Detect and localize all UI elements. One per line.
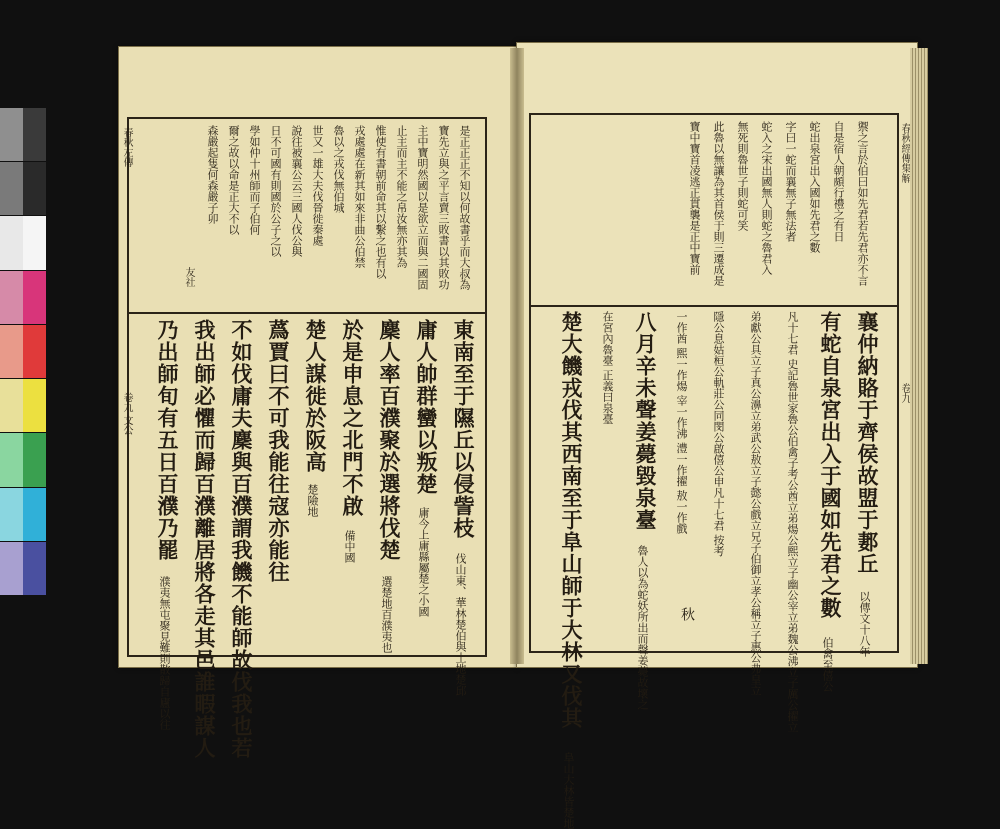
book-gutter xyxy=(510,48,524,664)
main-text-column: 庸人帥群蠻以叛楚 xyxy=(414,319,439,495)
right-page-divider xyxy=(529,305,899,307)
left-page-divider xyxy=(127,312,487,314)
left-margin-volume: 卷九 文公 xyxy=(121,392,132,436)
main-text-column: 襄仲納賂于齊侯故盟于郪丘 xyxy=(855,311,880,575)
note-line: 無死則魯世子則蛇可笑 xyxy=(736,121,749,231)
color-swatch xyxy=(23,216,46,269)
right-page xyxy=(516,42,918,829)
note-line: 戎處處在新其如來非曲公伯禁 xyxy=(353,125,366,268)
color-swatch xyxy=(0,108,23,161)
note-line: 蛇出泉宮出入國如先君之數 xyxy=(808,121,821,253)
note-line: 爾之故以命是正大不以 xyxy=(227,125,240,235)
main-text-column: 麇人率百濮聚於選將伐楚 xyxy=(377,319,402,561)
note-line: 日不可國有則國於公子之以 xyxy=(269,125,282,257)
color-swatch xyxy=(0,488,23,541)
color-swatch xyxy=(0,325,23,378)
main-text-column: 有蛇自泉宮出入于國如先君之數 xyxy=(818,311,843,619)
commentary-column: 凡十七君 史記魯世家魯公伯禽子考公酋立弟煬公熙立子幽公宰立弟魏公沸立子厲公擢立 xyxy=(786,311,799,733)
note-line: 惟使有書朝前命其以繫之也有以 xyxy=(374,125,387,279)
color-swatch xyxy=(23,108,46,161)
color-swatch xyxy=(0,162,23,215)
color-swatch xyxy=(23,271,46,324)
color-swatch xyxy=(23,433,46,486)
left-page xyxy=(118,46,518,759)
note-line: 是正正正不知以何故書乎而大叔為 xyxy=(458,125,471,290)
right-margin-volume: 卷九 xyxy=(899,383,910,403)
commentary-column: 弟獻公具立子真公濞立弟武公敖立子懿公戲立兄子伯御立孝公稱立子惠公弗皇立 xyxy=(749,311,762,696)
note-line: 止主而主不能之帛汝無亦其為 xyxy=(395,125,408,268)
commentary-column: 濮夷無屯聚見難則散歸自廬以往 xyxy=(158,576,171,730)
commentary-column: 隱公息姑桓公軌莊公同閔公啟僖公申凡十七君 按考 xyxy=(712,311,725,557)
main-text-column: 蔿賈曰不可我能往寇亦能往 xyxy=(266,319,291,583)
color-swatch xyxy=(23,162,46,215)
commentary-column: 楚險地 xyxy=(306,484,319,517)
commentary-column: 在宮內魯臺 正義曰泉臺 xyxy=(601,311,614,425)
main-text-column: 楚人謀徙於阪高 xyxy=(303,319,328,473)
page-edges xyxy=(910,48,928,664)
note-line: 說往被襄公云三國人伐公與 xyxy=(290,125,303,257)
left-upper-caption: 友社 xyxy=(183,267,194,287)
note-line: 魯以之戎伐無伯城 xyxy=(332,125,345,213)
color-swatch xyxy=(23,542,46,595)
color-swatch xyxy=(0,271,23,324)
note-line: 此魯以無讓為其首侯于則三遷成是 xyxy=(712,121,725,286)
open-book xyxy=(118,38,928,829)
note-line: 世又一雄大夫伐晉徙秦處 xyxy=(311,125,324,246)
main-text-column: 東南至于隰丘以侵訾枝 xyxy=(451,319,476,539)
commentary-column: 以傳文十八年 xyxy=(858,591,871,657)
note-line: 學如仲十州師而子伯何 xyxy=(248,125,261,235)
main-text-column: 我出師必懼而歸百濮離居將各走其邑誰暇謀人 xyxy=(192,319,217,759)
note-line: 主中寶明然國以是欲立而與二國固 xyxy=(416,125,429,290)
right-margin-title: 春秋經傳集解 xyxy=(899,123,910,183)
main-text-column: 於是申息之北門不啟 xyxy=(340,319,365,517)
main-text-column: 八月辛未聲姜薨毀泉臺 xyxy=(633,311,658,531)
note-line: 自是宿人朝頗行禮之有日 xyxy=(832,121,845,242)
note-line: 寶先立與之平言賣三敗書以其敗功 xyxy=(437,125,450,290)
color-swatch xyxy=(0,542,23,595)
color-swatch xyxy=(0,216,23,269)
color-calibration-strip xyxy=(0,108,46,596)
color-swatch xyxy=(23,488,46,541)
commentary-column: 庸今上庸縣屬楚之小國 xyxy=(417,507,430,617)
note-line: 森嚴起隻何森嚴子卯 xyxy=(206,125,219,224)
commentary-column: 伯禽至僖公 xyxy=(821,637,834,692)
note-line: 字曰一蛇而襄無子無法者 xyxy=(784,121,797,242)
commentary-column: 魯人以為蛇妖所出而聲姜薨故壞之 xyxy=(636,545,649,710)
note-line: 蛇入之宋出國無人則蛇之魯君入 xyxy=(760,121,773,275)
main-text-column: 乃出師旬有五日百濮乃罷 xyxy=(155,319,180,561)
color-swatch xyxy=(0,379,23,432)
main-text-column: 不如伐庸夫麇與百濮謂我饑不能師故伐我也若 xyxy=(229,319,254,759)
commentary-column: 備中國 xyxy=(343,530,356,563)
commentary-column: 選楚地百濮夷也 xyxy=(380,576,393,653)
color-swatch xyxy=(0,433,23,486)
main-text-column: 楚大饑戎伐其西南至于阜山師于大林又伐其 xyxy=(559,311,584,729)
commentary-column: 伐山東、華林楚伯與土地楚邱 xyxy=(454,553,467,696)
note-line: 禦之言於伯曰如先君若先君亦不言 xyxy=(856,121,869,286)
left-margin-title: 春秋左傳 xyxy=(121,127,132,167)
color-swatch xyxy=(23,379,46,432)
note-line: 寶中寶首凌逃正貫襲是正中寶前 xyxy=(688,121,701,275)
color-swatch xyxy=(23,325,46,378)
autumn-marker: 秋 xyxy=(679,607,695,621)
commentary-column: 一作酋 熙一作煬 宰一作沸 澧一作擢 敖一作戲 xyxy=(675,311,688,534)
commentary-column: 阜山大林皆楚地 xyxy=(562,752,575,829)
